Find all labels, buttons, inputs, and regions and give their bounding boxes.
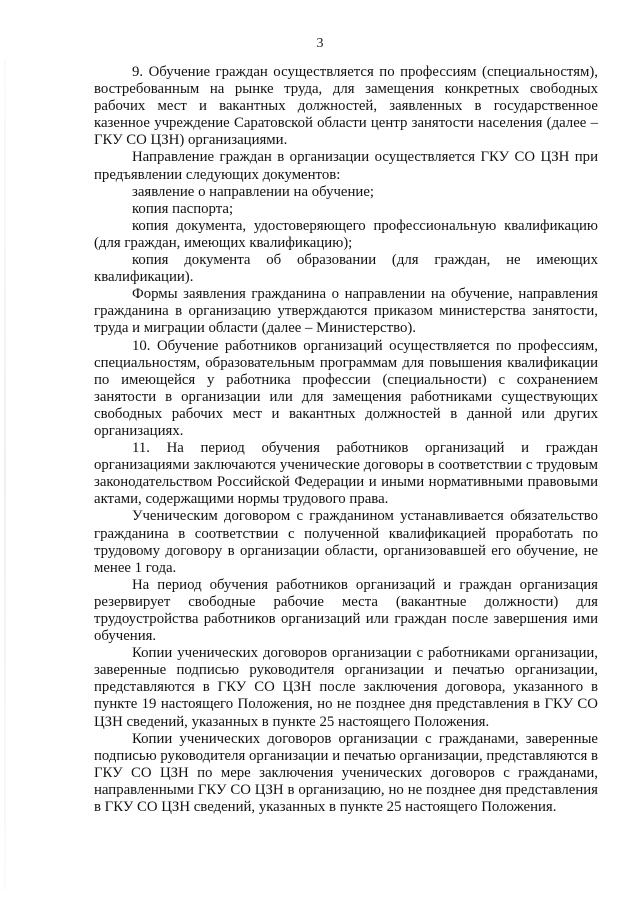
paragraph-forms: Формы заявления гражданина о направлении на обучение, направления гражданина в организацию утверждаются приказом министерства занятости, труда и миграции области (далее – Министерство). — [94, 286, 598, 337]
document-body — [94, 64, 598, 816]
scan-edge-shadow — [4, 60, 6, 890]
paragraph-item-9: 9. Обучение граждан осуществляется по профессиям (специальностям), востребованным на рынке труда, для замещения конкретных свободных рабочих мест и вакантных должностей, заявленных в государственное казенное учреждение Саратовской области центр занятости населения (далее – ГКУ СО ЦЗН) организациями. — [94, 64, 598, 149]
paragraph-referral-documents: Направление граждан в организации осуществляется ГКУ СО ЦЗН при предъявлении следующих документов: — [94, 149, 598, 183]
paragraph-copies-citizens: Копии ученических договоров организации с гражданами, заверенные подписью руководителя организации и печатью организации, представляются в ГКУ СО ЦЗН по мере заключения ученических договоров с гражданами, направленными ГКУ СО ЦЗН в организацию, но не позднее дня представления в ГКУ СО ЦЗН сведений, указанных в пункте 25 настоящего Положения. — [94, 730, 598, 816]
page-number: 3 — [316, 36, 324, 51]
paragraph-reserve-positions: На период обучения работников организаций и граждан организация резервирует свободные рабочие места (вакантные должности) для трудоустройства работников организаций или граждан после завершения ими обучения. — [94, 576, 598, 645]
paragraph-student-contract: Ученическим договором с гражданином устанавливается обязательство гражданина в соответствии с полученной квалификацией проработать по трудовому договору в организации области, организовавшей его обучение, не менее 1 года. — [94, 508, 598, 576]
list-item-passport: копия паспорта; — [132, 200, 234, 217]
paragraph-item-10: 10. Обучение работников организаций осуществляется по профессиям, специальностям, образовательным программам для повышения квалификации по имеющейся у работника профессии (специальности) с сохранением занятости в организации или для замещения работниками существующих свободных рабочих мест и вакантных должностей в данной или других организациях. — [94, 337, 598, 439]
list-item-qualification-document: копия документа, удостоверяющего профессиональную квалификацию (для граждан, имеющих квалификацию); — [94, 217, 598, 251]
paragraph-copies-workers: Копии ученических договоров организации с работниками организации, заверенные подписью руководителя организации и печатью организации, представляются в ГКУ СО ЦЗН после заключения договора, указанного в пункте 19 настоящего Положения, но не позднее дня представления в ГКУ СО ЦЗН сведений, указанных в пункте 25 настоящего Положения. — [94, 645, 598, 730]
list-item-application: заявление о направлении на обучение; — [132, 183, 375, 200]
paragraph-item-11: 11. На период обучения работников организаций и граждан организациями заключаются ученические договоры в соответствии с трудовым законодательством Российской Федерации и иными нормативными правовыми актами, содержащими нормы трудового права. — [94, 440, 598, 508]
list-item-education-document: копия документа об образовании (для граждан, не имеющих квалификации). — [94, 252, 598, 286]
